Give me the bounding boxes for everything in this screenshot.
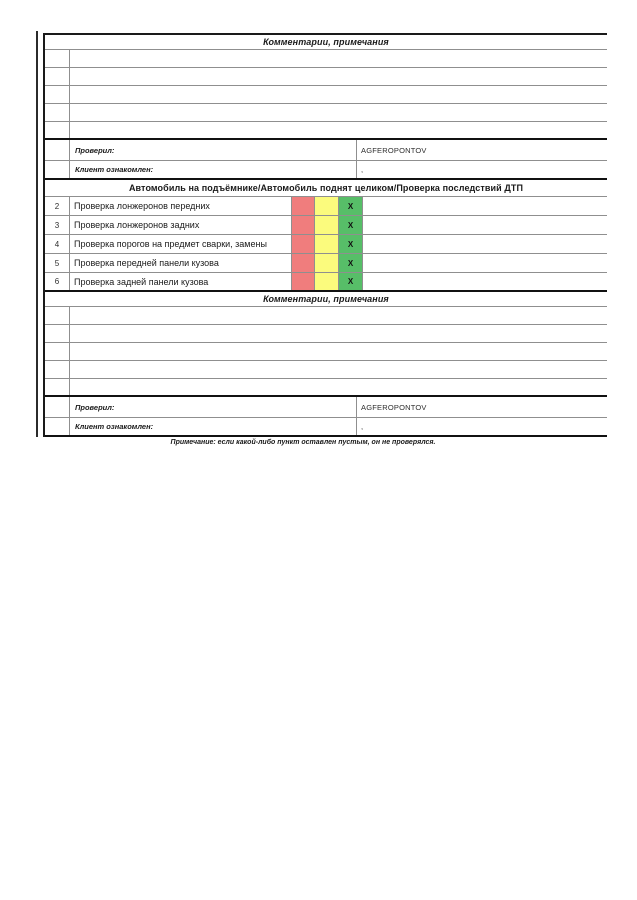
lift-section-title: Автомобиль на подъёмнике/Автомобиль поднят целиком/Проверка последствий ДТП xyxy=(128,183,524,193)
comment-row-num-cell xyxy=(45,343,70,360)
comments-title: Комментарии, примечания xyxy=(263,294,389,304)
client-ack-value-cell xyxy=(357,161,607,178)
checked-by-label-cell xyxy=(70,397,357,417)
item-label: Проверка лонжеронов задних xyxy=(74,220,200,230)
checked-by-value: AGFEROPONTOV xyxy=(361,145,427,155)
comment-row-text-cell xyxy=(70,50,607,67)
comment-row xyxy=(45,343,607,361)
client-ack-label: Клиент ознакомлен: xyxy=(75,165,154,174)
item-number-cell xyxy=(45,273,70,290)
client-ack-label: Клиент ознакомлен: xyxy=(75,422,154,431)
comment-row-num-cell xyxy=(45,307,70,324)
item-label-cell xyxy=(70,235,292,253)
comment-row-text-cell xyxy=(70,361,607,378)
item-label-cell xyxy=(70,273,292,290)
check-mark: X xyxy=(347,258,354,268)
left-margin-line xyxy=(36,31,38,437)
item-number-cell xyxy=(45,216,70,234)
item-number-cell xyxy=(45,235,70,253)
check-mark: X xyxy=(347,220,354,230)
footer-note: Примечание: если какой-либо пункт оставлен пустым, он не проверялся. xyxy=(170,439,436,446)
comment-row xyxy=(45,86,607,104)
client-ack-value: , xyxy=(361,165,364,174)
status-green-cell xyxy=(339,235,363,253)
item-label-cell xyxy=(70,197,292,215)
checked-by-value-cell xyxy=(357,397,607,417)
client-ack-label-cell xyxy=(70,161,357,178)
comment-row-text-cell xyxy=(70,325,607,342)
sign-num-cell xyxy=(45,397,70,417)
client-ack-row-bottom xyxy=(45,418,607,437)
comment-row xyxy=(45,50,607,68)
status-yellow-cell xyxy=(315,216,339,234)
sign-num-cell xyxy=(45,140,70,160)
comments-title: Комментарии, примечания xyxy=(263,37,389,47)
item-label-cell xyxy=(70,254,292,272)
item-label: Проверка передней панели кузова xyxy=(74,258,219,268)
item-number: 3 xyxy=(54,220,60,230)
sign-num-cell xyxy=(45,418,70,435)
comment-row xyxy=(45,361,607,379)
checklist-row xyxy=(45,254,607,273)
comment-row-text-cell xyxy=(70,68,607,85)
item-number: 6 xyxy=(54,277,60,286)
checked-by-value-cell xyxy=(357,140,607,160)
comment-row-num-cell xyxy=(45,379,70,395)
client-ack-label-cell xyxy=(70,418,357,435)
status-red-cell xyxy=(292,235,315,253)
lift-section-header xyxy=(45,180,607,197)
comment-row-num-cell xyxy=(45,325,70,342)
status-yellow-cell xyxy=(315,273,339,290)
status-yellow-cell xyxy=(315,254,339,272)
item-label: Проверка лонжеронов передних xyxy=(74,201,210,211)
status-red-cell xyxy=(292,273,315,290)
status-green-cell xyxy=(339,197,363,215)
item-number-cell xyxy=(45,254,70,272)
client-ack-row-top xyxy=(45,161,607,180)
status-green-cell xyxy=(339,254,363,272)
check-mark: X xyxy=(347,277,354,286)
comment-row-num-cell xyxy=(45,361,70,378)
status-yellow-cell xyxy=(315,235,339,253)
checked-by-value: AGFEROPONTOV xyxy=(361,402,427,412)
status-red-cell xyxy=(292,254,315,272)
status-green-cell xyxy=(339,273,363,290)
comment-row-num-cell xyxy=(45,68,70,85)
item-trailing-cell xyxy=(363,216,607,234)
item-trailing-cell xyxy=(363,273,607,290)
item-trailing-cell xyxy=(363,254,607,272)
comment-row xyxy=(45,122,607,140)
comment-row-text-cell xyxy=(70,122,607,138)
comment-row xyxy=(45,379,607,397)
comment-row xyxy=(45,325,607,343)
item-label: Проверка порогов на предмет сварки, замены xyxy=(74,239,267,249)
inspection-form-table xyxy=(43,33,607,437)
item-number: 2 xyxy=(54,201,60,211)
checked-by-label: Проверил: xyxy=(75,402,115,412)
checked-by-row-bottom xyxy=(45,397,607,418)
status-red-cell xyxy=(292,216,315,234)
comment-row-num-cell xyxy=(45,122,70,138)
comment-row-text-cell xyxy=(70,379,607,395)
client-ack-value-cell xyxy=(357,418,607,435)
status-green-cell xyxy=(339,216,363,234)
item-label-cell xyxy=(70,216,292,234)
checklist-row xyxy=(45,235,607,254)
comment-row-text-cell xyxy=(70,86,607,103)
checked-by-label: Проверил: xyxy=(75,145,115,155)
sign-num-cell xyxy=(45,161,70,178)
item-trailing-cell xyxy=(363,197,607,215)
item-number: 4 xyxy=(54,239,60,249)
comment-row-num-cell xyxy=(45,104,70,121)
checklist-row xyxy=(45,273,607,292)
status-yellow-cell xyxy=(315,197,339,215)
item-label: Проверка задней панели кузова xyxy=(74,276,209,287)
comment-row-text-cell xyxy=(70,343,607,360)
checklist-row xyxy=(45,197,607,216)
client-ack-value: , xyxy=(361,422,364,431)
item-trailing-cell xyxy=(363,235,607,253)
check-mark: X xyxy=(347,201,354,211)
check-mark: X xyxy=(347,239,354,249)
comment-row xyxy=(45,68,607,86)
item-number-cell xyxy=(45,197,70,215)
comment-row xyxy=(45,104,607,122)
item-number: 5 xyxy=(54,258,60,268)
comment-row-text-cell xyxy=(70,104,607,121)
status-red-cell xyxy=(292,197,315,215)
checked-by-row-top xyxy=(45,140,607,161)
comment-row-num-cell xyxy=(45,86,70,103)
comment-row xyxy=(45,307,607,325)
comments-header-bottom xyxy=(45,292,607,307)
checklist-row xyxy=(45,216,607,235)
comment-row-num-cell xyxy=(45,50,70,67)
comments-header-top xyxy=(45,35,607,50)
checked-by-label-cell xyxy=(70,140,357,160)
comment-row-text-cell xyxy=(70,307,607,324)
